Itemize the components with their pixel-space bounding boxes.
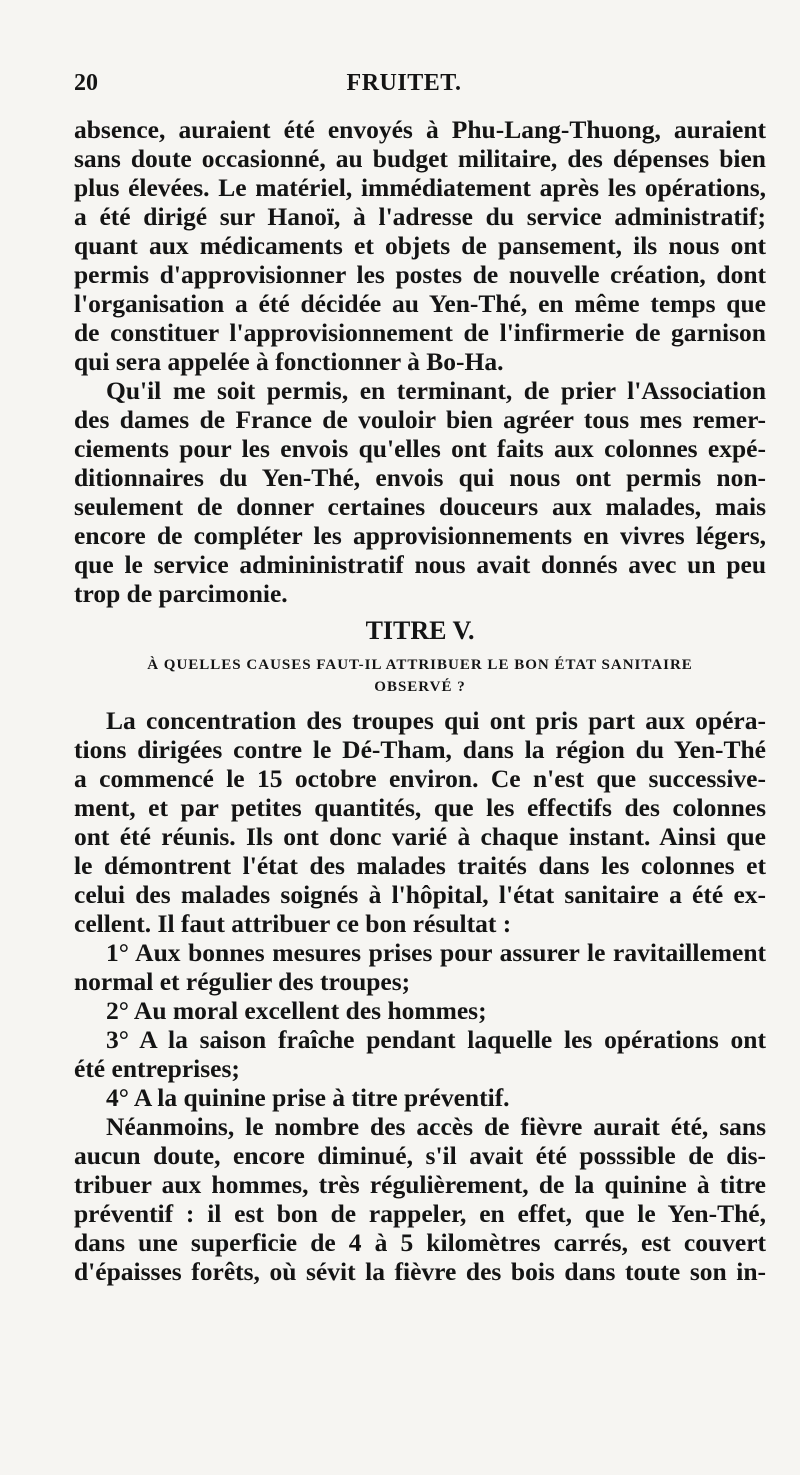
text-line: l'organisation a été décidée au Yen-Thé, en même temps que	[74, 289, 766, 318]
running-head: FRUITET.	[346, 70, 462, 96]
text-line: été entreprises;	[74, 1054, 240, 1083]
text-line: a commencé le 15 octobre environ. Ce n'est que successive-	[74, 764, 766, 793]
text-line: Néanmoins, le nombre des accès de fièvre aurait été, sans	[106, 1112, 766, 1141]
text-line: ditionnaires du Yen-Thé, envois qui nous ont permis non-	[74, 463, 766, 492]
text-line: sans doute occasionné, au budget militaire, des dépenses bien	[74, 144, 766, 173]
page-number: 20	[74, 70, 98, 96]
text-line: plus élevées. Le matériel, immédiatement après les opérations,	[74, 173, 766, 202]
text-line: trop de parcimonie.	[74, 579, 288, 608]
text-line: de constituer l'approvisionnement de l'infirmerie de garnison	[74, 318, 766, 347]
text-line: La concentration des troupes qui ont pris part aux opéra-	[106, 706, 766, 735]
section-subtitle-line-2: OBSERVÉ ?	[374, 679, 466, 695]
section-subtitle-line-1: À QUELLES CAUSES FAUT-IL ATTRIBUER LE BON ÉTAT SANITAIRE	[147, 657, 693, 673]
text-line: 2° Au moral excellent des hommes;	[106, 996, 487, 1025]
text-line: normal et régulier des troupes;	[74, 967, 411, 996]
paragraph	[74, 996, 766, 1025]
paragraph	[74, 376, 766, 608]
page-header	[74, 70, 764, 104]
text-line: d'épaisses forêts, où sévit la fièvre des bois dans toute son in-	[74, 1257, 766, 1286]
text-line: a été dirigé sur Hanoï, à l'adresse du service administratif;	[74, 202, 766, 231]
text-line: 4° A la quinine prise à titre préventif.	[106, 1083, 510, 1112]
paragraph	[74, 706, 766, 938]
text-line: tions dirigées contre le Dé-Tham, dans la région du Yen-Thé	[74, 735, 766, 764]
section-title: TITRE V.	[365, 616, 475, 645]
text-block-1	[74, 115, 766, 608]
text-line: seulement de donner certaines douceurs aux malades, mais	[74, 492, 766, 521]
paragraph	[74, 1083, 766, 1112]
paragraph	[74, 1025, 766, 1083]
text-line: 3° A la saison fraîche pendant laquelle les opérations ont	[106, 1025, 766, 1054]
text-line: 1° Aux bonnes mesures prises pour assurer le ravitaillement	[106, 938, 766, 967]
text-line: ciements pour les envois qu'elles ont faits aux colonnes expé-	[74, 434, 766, 463]
text-line: des dames de France de vouloir bien agréer tous mes remer-	[74, 405, 766, 434]
paragraph	[74, 938, 766, 996]
paragraph	[74, 1112, 766, 1286]
text-line: le démontrent l'état des malades traités dans les colonnes et	[74, 851, 766, 880]
text-line: absence, auraient été envoyés à Phu-Lang-Thuong, auraient	[74, 115, 766, 144]
text-line: celui des malades soignés à l'hôpital, l'état sanitaire a été ex-	[74, 880, 766, 909]
text-line: aucun doute, encore diminué, s'il avait été posssible de dis-	[74, 1141, 766, 1170]
text-line: ment, et par petites quantités, que les effectifs des colonnes	[74, 793, 766, 822]
text-line: encore de compléter les approvisionnements en vivres légers,	[74, 521, 766, 550]
text-line: cellent. Il faut attribuer ce bon résultat :	[74, 909, 512, 938]
text-line: permis d'approvisionner les postes de nouvelle création, dont	[74, 260, 766, 289]
text-line: ont été réunis. Ils ont donc varié à chaque instant. Ainsi que	[74, 822, 766, 851]
page-body	[74, 115, 766, 1286]
text-line: tribuer aux hommes, très régulièrement, de la quinine à titre	[74, 1170, 766, 1199]
text-block-2	[74, 706, 766, 1286]
text-line: quant aux médicaments et objets de pansement, ils nous ont	[74, 231, 766, 260]
paragraph	[74, 115, 766, 376]
text-line: préventif : il est bon de rappeler, en effet, que le Yen-Thé,	[74, 1199, 766, 1228]
text-line: dans une superficie de 4 à 5 kilomètres carrés, est couvert	[74, 1228, 766, 1257]
text-line: Qu'il me soit permis, en terminant, de prier l'Association	[106, 376, 766, 405]
text-line: que le service admininistratif nous avait donnés avec un peu	[74, 550, 766, 579]
text-line: qui sera appelée à fonctionner à Bo-Ha.	[74, 347, 504, 376]
